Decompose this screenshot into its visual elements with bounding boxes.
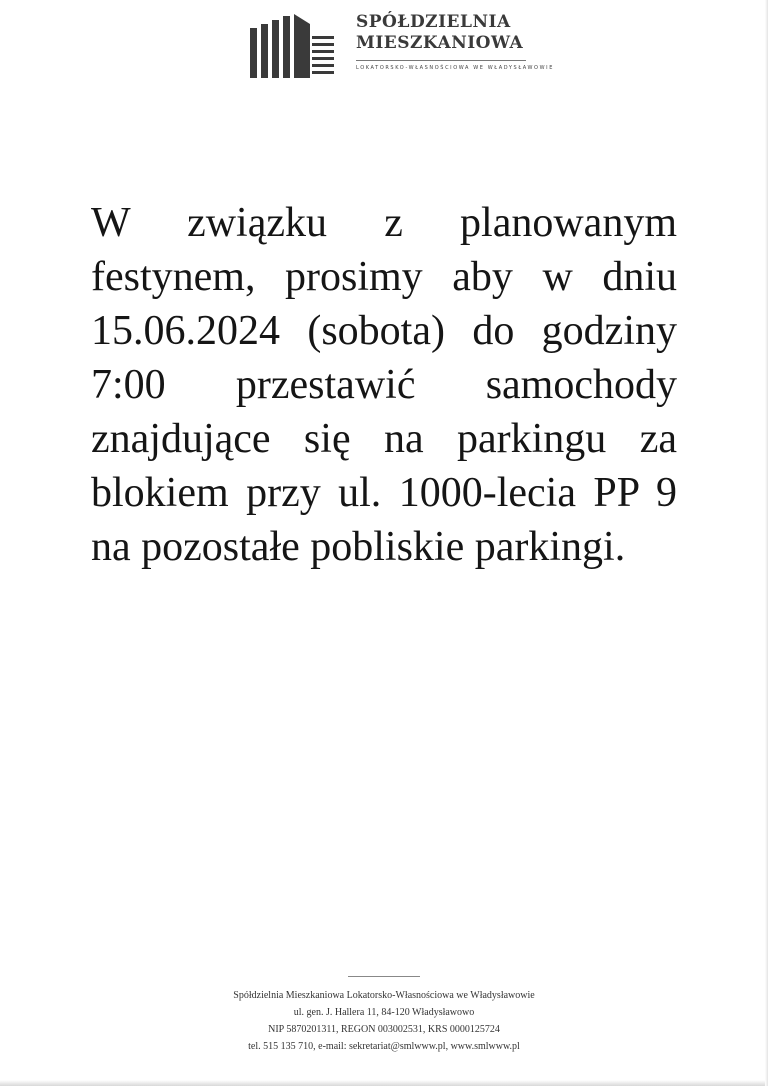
footer-registration: NIP 5870201311, REGON 003002531, KRS 0000125724: [268, 1024, 500, 1035]
footer: [184, 976, 584, 1055]
logo-line-1: SPÓŁDZIELNIA: [356, 12, 511, 32]
footer-organization: Spółdzielnia Mieszkaniowa Lokatorsko-Własnościowa we Władysławowie: [233, 990, 535, 1001]
logo-divider: [356, 60, 526, 61]
notice-text: W związku z planowanym festynem, prosimy aby w dniu 15.06.2024 (sobota) do godziny 7:00 przestawić samochody znajdujące się na parkingu za blokiem przy ul. 1000-lecia PP 9 na pozostałe pobliskie parkingi.: [91, 200, 677, 570]
footer-divider: [348, 976, 420, 977]
logo-wordmark: [356, 12, 554, 71]
logo-subtitle: LOKATORSKO-WŁASNOŚCIOWA WE WŁADYSŁAWOWIE: [356, 65, 554, 71]
footer-address: ul. gen. J. Hallera 11, 84-120 Władysławowo: [293, 1007, 475, 1018]
scan-bottom-edge: [0, 1080, 768, 1086]
building-logo-icon: [250, 14, 336, 80]
letterhead: [250, 10, 554, 80]
footer-contact: tel. 515 135 710, e-mail: sekretariat@smlwww.pl, www.smlwww.pl: [248, 1041, 520, 1052]
logo-line-2: MIESZKANIOWA: [356, 33, 524, 53]
